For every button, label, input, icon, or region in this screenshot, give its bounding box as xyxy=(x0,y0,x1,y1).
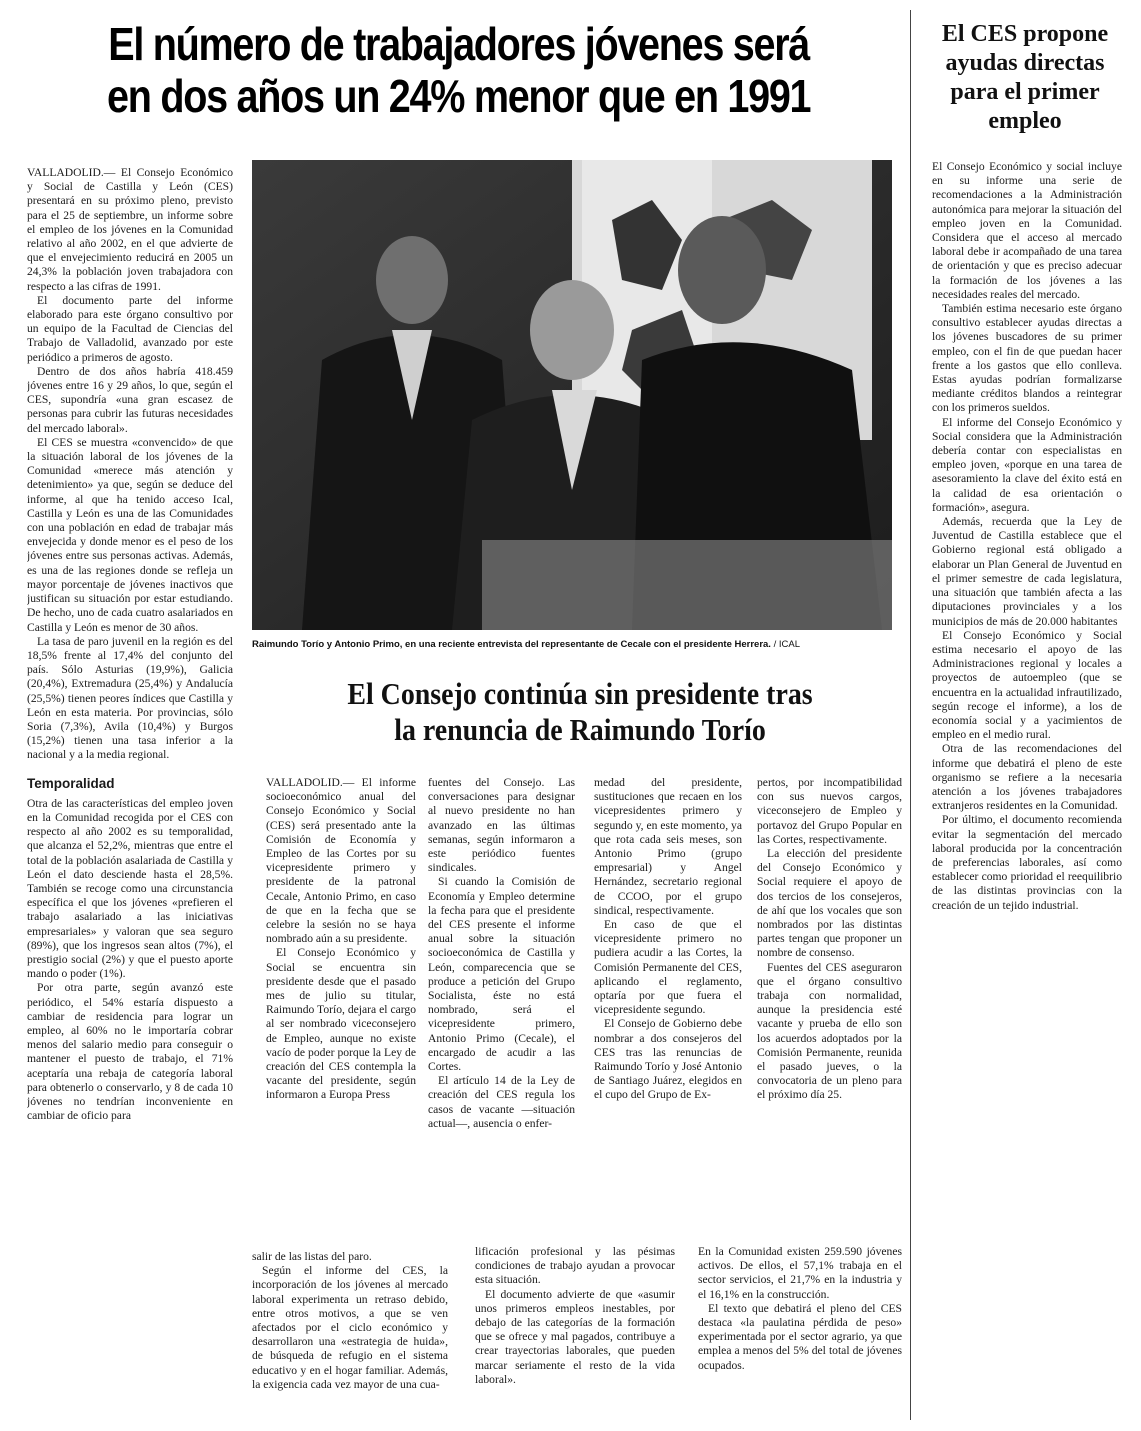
sidebar-paragraph: Por último, el documento recomienda evitar la segmentación del mercado laboral producida por la concentración de preferencias laborales, así como establecer como prioridad el reequilibrio de las distintas provincias con la creación de un tejido industrial. xyxy=(932,813,1122,912)
article-paragraph: El Consejo de Gobierno debe nombrar a dos consejeros del CES tras las renuncias de Raimundo Torío y José Antonio de Santiago Juárez, elegidos en el cupo del Grupo de Ex- xyxy=(594,1017,742,1102)
main-article-bottom-col4 xyxy=(698,1245,902,1420)
article-paragraph: La tasa de paro juvenil en la región es del 18,5% frente al 17,4% del conjunto del país. Sólo Asturias (19,9%), Galicia (20,4%), Extremadura (25,4%) y Andalucía (25,5%) tienen peores índices que Castilla y León en esta materia. Por provincias, sólo Soria (7,3%), Avila (10,4%) y Burgos (15,2%) tienen una tasa inferior a la nacional y a la media regional. xyxy=(27,634,233,762)
second-article-col2 xyxy=(428,776,575,1218)
article-paragraph: salir de las listas del paro. xyxy=(252,1250,372,1263)
article-paragraph: Otra de las características del empleo joven en la Comunidad recogida por el CES con respecto al año 2002 es su temporalidad, que alcanza el 52,2%, mientras que entre el total de la población asalariada de Castilla y León el dato desciende hasta el 28,5%. También se recoge como una circunstancia específica el que los jóvenes «prefieren el trabajo asalariado a las iniciativas empresariales» y valoran que sea seguro (89%), que los ingresos sean altos (7%), el prestigio social (2%) y que el puesto aporte mando o poder (1%). xyxy=(27,796,233,981)
sidebar-paragraph: El informe del Consejo Económico y Social considera que la Administración debería contar con especialistas en empleo joven, «porque en una tarea de asesoramiento la clave del éxito está en la calidad de esa orientación o formación», asegura. xyxy=(932,415,1122,514)
article-paragraph: lificación profesional y las pésimas condiciones de trabajo ayudan a provocar esta situación. xyxy=(475,1245,675,1287)
article-paragraph: medad del presidente, sustituciones que recaen en los vicepresidentes primero y segundo y, en este momento, ya que rota cada seis meses, son Antonio Primo (grupo empresarial) y Angel Hernández, secretario regional de CCOO, por el grupo sindical, respectivamente. xyxy=(594,776,742,917)
article-paragraph: El CES se muestra «convencido» de que la situación laboral de los jóvenes de la Comunidad «merece más atención y detenimiento» ya que, según se deduce del informe, al que ha tenido acceso Ical, Castilla y León es una de las Comunidades con una población en edad de trabajar más envejecida y donde menor es el peso de los jóvenes entre sus personas activas. Además, es una de las regiones donde se refleja un mayor porcentaje de jóvenes inactivos que justifican su situación por estar estudiando. De hecho, uno de cada cuatro asalariados en Castilla y León es menor de 30 años. xyxy=(27,435,233,634)
main-headline-line2: en dos años un 24% menor que en 1991 xyxy=(107,70,811,122)
article-paragraph: La elección del presidente del Consejo Económico y Social requiere el apoyo de dos tercios de los consejeros, de ahí que los vocales que son nombrados por las distintas partes tengan que proponer un nombre de consenso. xyxy=(757,847,902,960)
article-paragraph: En la Comunidad existen 259.590 jóvenes activos. De ellos, el 57,1% trabaja en el sector servicios, el 21,7% en la industria y el 16,1% en la construcción. xyxy=(698,1245,902,1301)
article-paragraph: Según el informe del CES, la incorporación de los jóvenes al mercado laboral experimenta un retraso debido, entre otros motivos, a que se ven afectados por el ciclo económico y desarrollaron una «estrategia de huida», de búsqueda de refugio en el sistema educativo y en el hogar familiar. Además, la exigencia cada vez mayor de una cua- xyxy=(252,1264,448,1391)
second-article-col3 xyxy=(594,776,742,1218)
article-paragraph: En caso de que el vicepresidente primero no pudiera acudir a las Cortes, la Comisión Permanente del CES, aplicando el reglamento, optaría por que fuera el vicepresidente segundo. xyxy=(594,918,742,1017)
photo-caption-text: Raimundo Torío y Antonio Primo, en una reciente entrevista del representante de Cecale con el presidente Herrera. xyxy=(252,639,771,650)
article-paragraph: pertos, por incompatibilidad con sus nuevos cargos, viceconsejero de Empleo y portavoz del Grupo Popular en las Cortes, respectivamente. xyxy=(757,776,902,846)
photo-credit: / ICAL xyxy=(773,639,800,650)
sidebar-paragraph: El Consejo Económico y Social estima necesario el apoyo de las Administraciones regional y locales a proyectos de autoempleo (que se encuentra en la actualidad infrautilizado, según recoge el informe), a los de economía social y a yacimientos de empleo en el medio rural. xyxy=(932,628,1122,742)
article-paragraph: Por otra parte, según avanzó este periódico, el 54% estaría dispuesto a cambiar de residencia para lograr un empleo, al 60% no le importaría cobrar menos del salario medio para conseguir o mantener el puesto de trabajo, el 71% aceptaría una rebaja de categoría laboral para obtenerlo o conservarlo, y 8 de cada 10 jóvenes no tendrían inconveniente en cambiar de oficio para xyxy=(27,981,233,1123)
article-paragraph: VALLADOLID.— El Consejo Económico y Social de Castilla y León (CES) presentará en su próximo pleno, previsto para el 25 de septiembre, un informe sobre el empleo de los jóvenes en la Comunidad relativo al año 2002, en el que advierte de que el envejecimiento reducirá en 2005 un 24,3% la población joven trabajadora con respecto a las cifras de 1991. xyxy=(27,166,233,293)
main-article-bottom-col2 xyxy=(252,1250,448,1420)
second-article-col1 xyxy=(266,776,416,1218)
second-headline-line1: El Consejo continúa sin presidente tras xyxy=(347,676,813,711)
sidebar-text xyxy=(932,160,1122,1220)
article-paragraph: El documento parte del informe elaborado para este órgano consultivo por un equipo de la Facultad de Ciencias del Trabajo de Valladolid, avanzado por este periódico a primeros de agosto. xyxy=(27,293,233,364)
photo-caption xyxy=(252,639,892,651)
second-headline xyxy=(288,676,873,748)
news-photo xyxy=(252,160,892,630)
article-paragraph: Si cuando la Comisión de Economía y Empleo determine la fecha para que el presidente del CES presente el informe anual sobre la situación socioeconómica de Castilla y León, comparecencia que se produce a petición del Grupo Socialista, éste no está nombrado, será el vicepresidente primero, Antonio Primo (Cecale), el encargado de acudir a las Cortes. xyxy=(428,875,575,1074)
article-paragraph: fuentes del Consejo. Las conversaciones para designar al nuevo presidente no han avanzado en las últimas semanas, según informaron a este periódico fuentes sindicales. xyxy=(428,776,575,875)
photo-image xyxy=(252,160,892,630)
sidebar-paragraph: Además, recuerda que la Ley de Juventud de Castilla establece que el Gobierno regional está obligado a elaborar un Plan General de Juventud en el primer semestre de cada legislatura, una situación que también afecta a las diputaciones provinciales y a los municipios de más de 20.000 habitantes xyxy=(932,515,1122,628)
main-article-col1 xyxy=(27,166,233,1254)
main-article-bottom-col3 xyxy=(475,1245,675,1420)
article-paragraph: VALLADOLID.— El informe socioeconómico anual del Consejo Económico y Social (CES) será presentado ante la Comisión de Economía y Empleo de las Cortes por su vicepresidente primero y presidente de la patronal Cecale, Antonio Primo, en caso de que en la fecha que se celebre la sesión no se haya nombrado aún a su presidente. xyxy=(266,776,416,946)
sidebar-paragraph: También estima necesario este órgano consultivo establecer ayudas directas a los jóvenes buscadores de su primer empleo, con el fin de que puedan hacer frente a los gastos que ello conlleva. Estas ayudas podrían formalizarse mediante créditos blandos a reintegrar con los primeros sueldos. xyxy=(932,302,1122,415)
article-paragraph: El artículo 14 de la Ley de creación del CES regula los casos de vacante —situación actual—, ausencia o enfer- xyxy=(428,1074,575,1130)
sidebar-paragraph: El Consejo Económico y social incluye en su informe una serie de recomendaciones a la Administración autonómica para mejorar la situación del empleo joven en la Comunidad. Considera que el acceso al mercado laboral debe ir acompañado de una tarea de orientación y que es preciso adecuar la formación de los jóvenes a las necesidades reales del mercado. xyxy=(932,160,1122,301)
section-subhead: Temporalidad xyxy=(27,775,115,791)
article-paragraph: El Consejo Económico y Social se encuentra sin presidente desde que el pasado mes de julio su titular, Raimundo Torío, dejara el cargo al ser nombrado viceconsejero de Empleo, aunque no existe vacío de poder porque la Ley de creación del CES contempla la vacante del presidente, según informaron a Europa Press xyxy=(266,946,416,1102)
article-paragraph: El texto que debatirá el pleno del CES destaca «la paulatina pérdida de peso» experimentada por el sector agrario, ya que emplea a menos del 5% del total de jóvenes ocupados. xyxy=(698,1301,902,1372)
main-headline xyxy=(48,18,869,122)
main-headline-line1: El número de trabajadores jóvenes será xyxy=(108,18,810,70)
article-paragraph: Fuentes del CES aseguraron que el órgano consultivo trabaja con normalidad, aunque la presidencia esté vacante y prueba de ello son los acuerdos adoptados por la Comisión Permanente, reunida el pasado jueves, o la convocatoria de un pleno para el próximo día 25. xyxy=(757,960,902,1102)
sidebar-paragraph: Otra de las recomendaciones del informe que debatirá el pleno de este organismo se refiere a la necesaria atención a los jóvenes trabajadores extranjeros residentes en la Comunidad. xyxy=(932,742,1122,813)
second-article-col4 xyxy=(757,776,902,1218)
article-paragraph: Dentro de dos años habría 418.459 jóvenes entre 16 y 29 años, lo que, según el CES, supondría «una gran escasez de personas para cubrir las futuras necesidades del mercado laboral». xyxy=(27,364,233,435)
sidebar-headline: El CES propone ayudas directas para el primer empleo xyxy=(941,21,1109,134)
second-headline-line2: la renuncia de Raimundo Torío xyxy=(394,712,766,747)
article-paragraph: El documento advierte de que «asumir unos primeros empleos inestables, por debajo de las categorías de la formación que se ofrece y mal pagados, contribuye a crear trayectorias laborales, que pueden marcar seriamente el resto de la vida laboral». xyxy=(475,1287,675,1386)
sidebar-divider xyxy=(910,10,911,1420)
